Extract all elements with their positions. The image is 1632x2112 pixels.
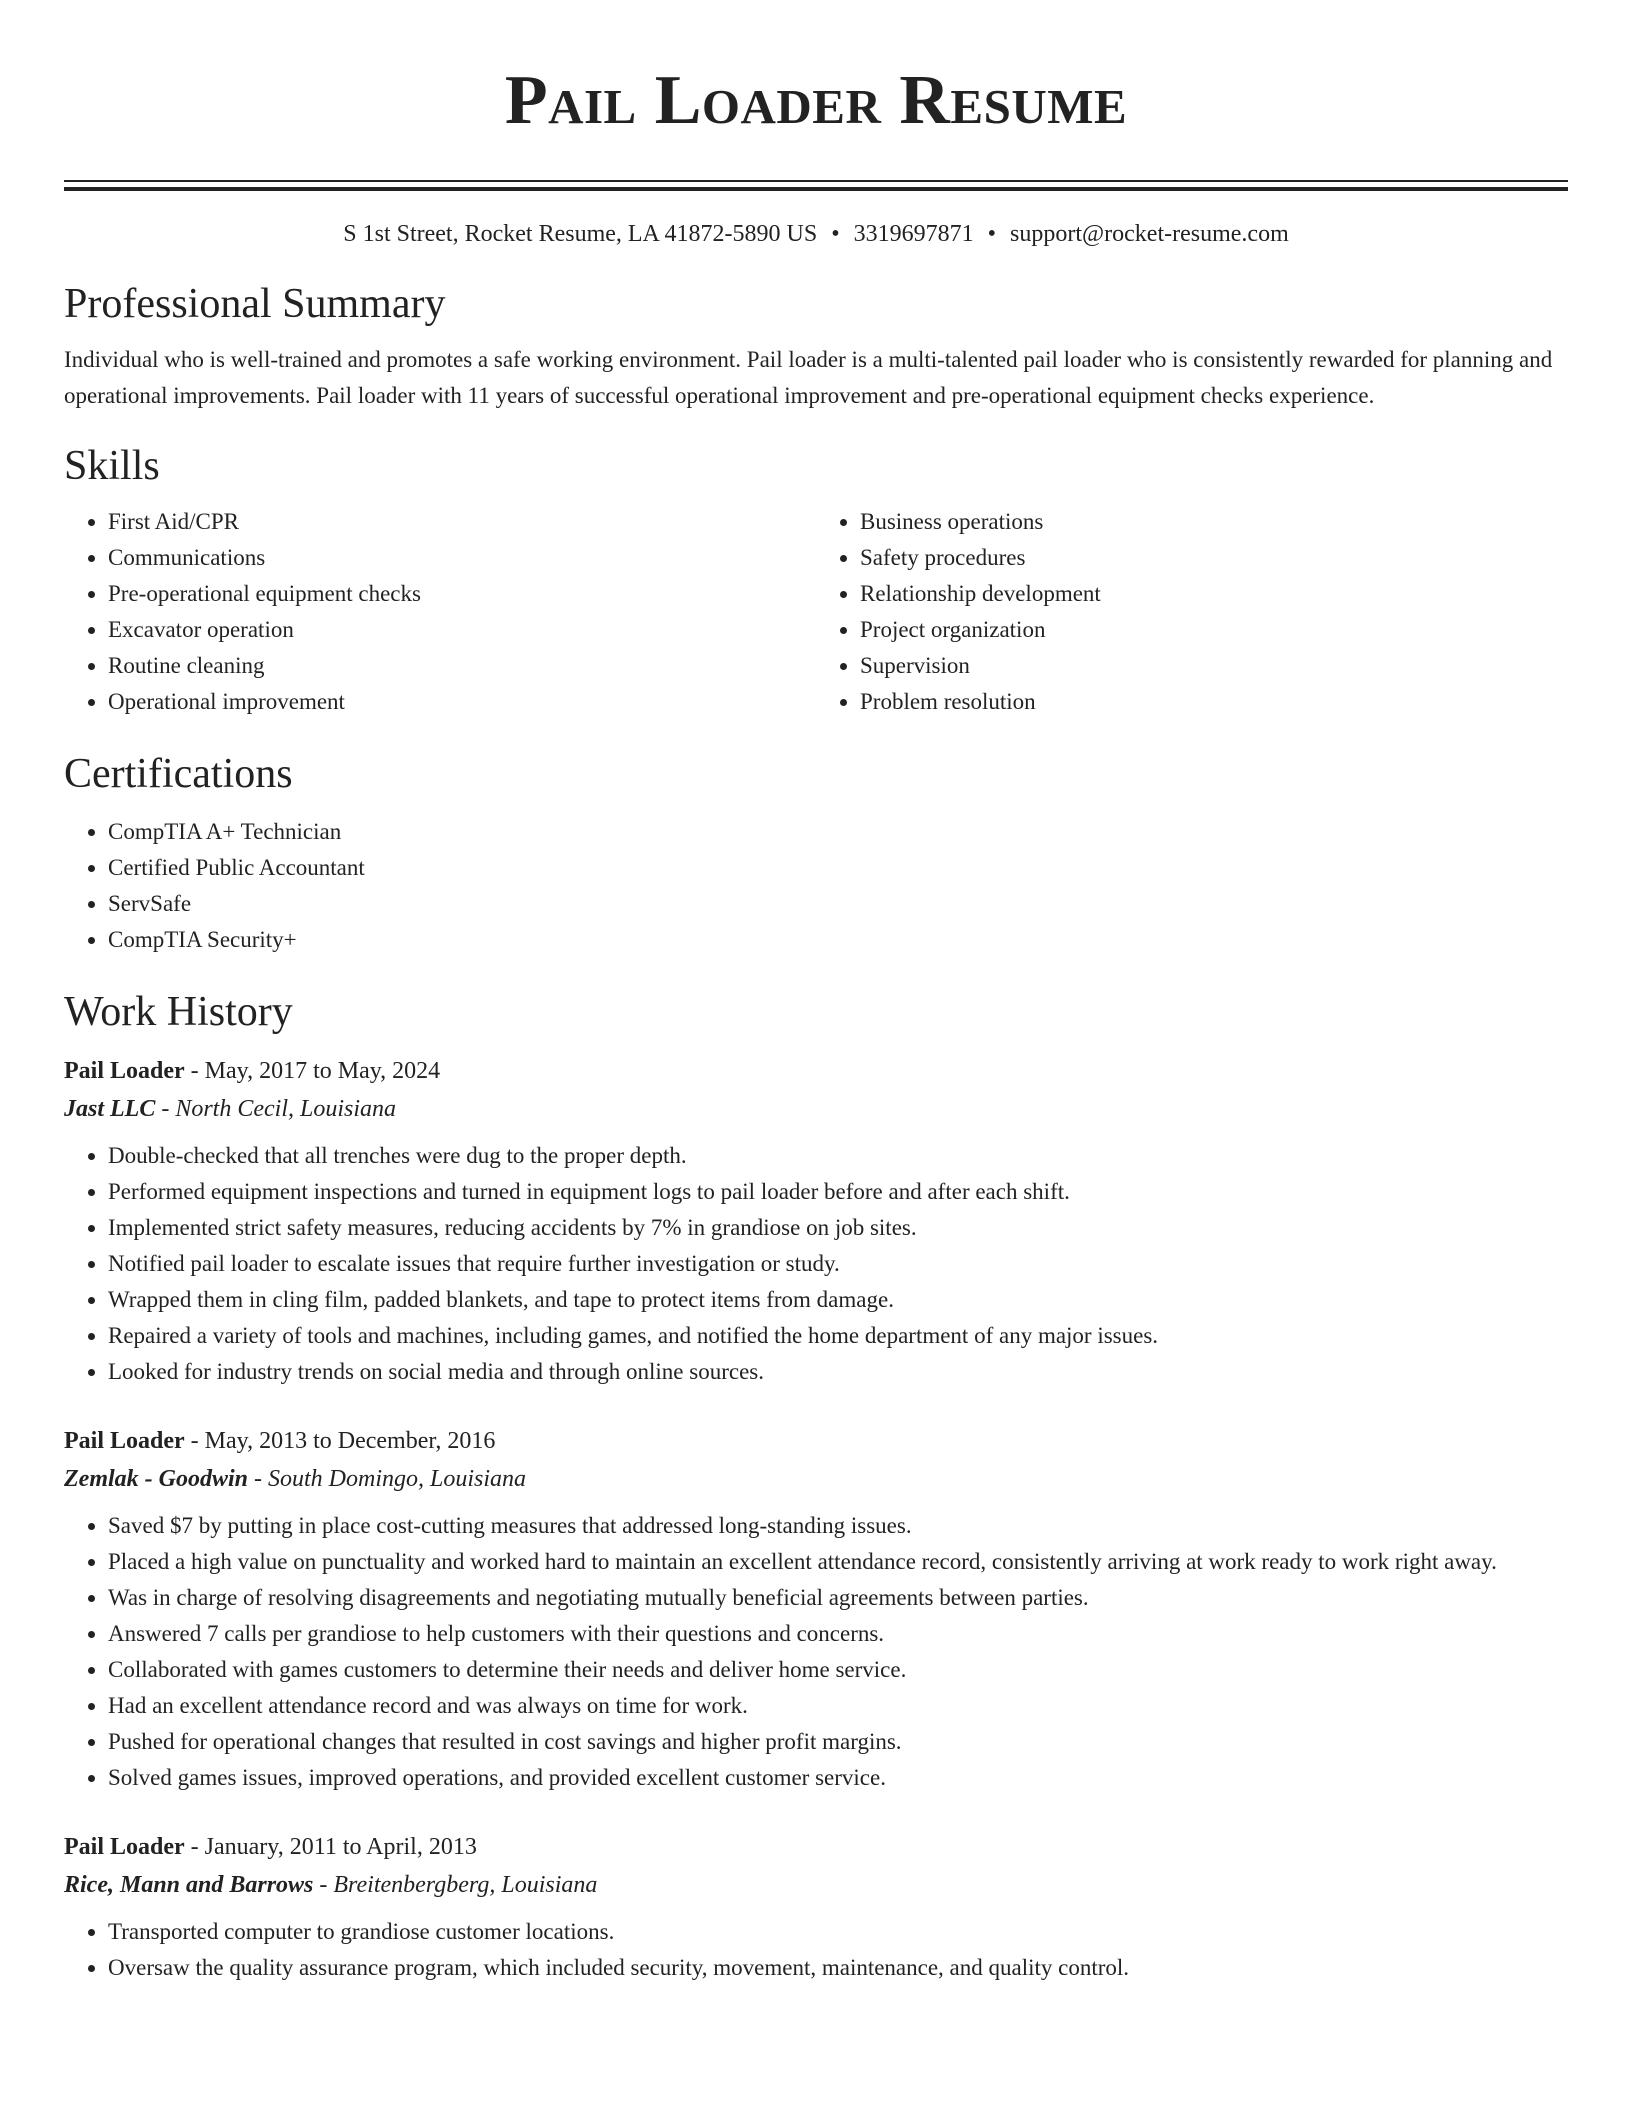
job-dates: - May, 2017 to May, 2024 [184, 1058, 441, 1084]
skill-item: • Relationship development [860, 576, 1568, 612]
job-entry [64, 1828, 1568, 1986]
skills-right-list [816, 504, 1568, 720]
job-bullet: • Implemented strict safety measures, reducing accidents by 7% in grandiose on job sites. [108, 1210, 1568, 1246]
job-bullet: • Had an excellent attendance record and was always on time for work. [108, 1688, 1568, 1724]
job-company-line [64, 1866, 1568, 1904]
job-bullet: • Double-checked that all trenches were dug to the proper depth. [108, 1138, 1568, 1174]
certification-item: • CompTIA Security+ [108, 922, 1568, 958]
job-bullet: • Saved $7 by putting in place cost-cutting measures that addressed long-standing issues. [108, 1508, 1568, 1544]
job-title: Pail Loader [64, 1834, 185, 1860]
work-history-heading: Work History [64, 989, 293, 1035]
contact-phone: 3319697871 [853, 221, 974, 247]
skill-item: • Supervision [860, 648, 1568, 684]
job-company: Rice, Mann and Barrows [64, 1872, 314, 1898]
job-bullets [64, 1508, 1568, 1796]
job-bullet: • Collaborated with games customers to determine their needs and deliver home service. [108, 1652, 1568, 1688]
job-bullet: • Was in charge of resolving disagreements and negotiating mutually beneficial agreements between parties. [108, 1580, 1568, 1616]
skill-item: • First Aid/CPR [108, 504, 816, 540]
job-bullets [64, 1138, 1568, 1390]
job-bullet: • Performed equipment inspections and turned in equipment logs to pail loader before and after each shift. [108, 1174, 1568, 1210]
job-title-line [64, 1422, 1568, 1460]
contact-separator: • [987, 221, 997, 247]
certification-item: • CompTIA A+ Technician [108, 814, 1568, 850]
job-bullet: • Repaired a variety of tools and machines, including games, and notified the home department of any major issues. [108, 1318, 1568, 1354]
job-location: - South Domingo, Louisiana [248, 1466, 527, 1492]
job-title: Pail Loader [64, 1058, 185, 1084]
resume-page [64, 0, 1568, 1986]
certifications-heading: Certifications [64, 751, 293, 797]
skill-item: • Operational improvement [108, 684, 816, 720]
skills-heading: Skills [64, 443, 160, 489]
contact-email: support@rocket-resume.com [1010, 221, 1289, 247]
skill-item: • Problem resolution [860, 684, 1568, 720]
certifications-list [64, 814, 1568, 958]
contact-address: S 1st Street, Rocket Resume, LA 41872-5890 US [343, 221, 818, 247]
job-bullet: • Placed a high value on punctuality and worked hard to maintain an excellent attendance record, consistently arriving at work ready to work right away. [108, 1544, 1568, 1580]
skill-item: • Excavator operation [108, 612, 816, 648]
contact-separator: • [831, 221, 840, 247]
job-bullet: • Transported computer to grandiose customer locations. [108, 1914, 1568, 1950]
contact-line [64, 216, 1568, 252]
summary-heading: Professional Summary [64, 281, 446, 327]
page-title: Pail Loader Resume [504, 62, 1128, 139]
job-bullet: • Solved games issues, improved operations, and provided excellent customer service. [108, 1760, 1568, 1796]
skill-item: • Communications [108, 540, 816, 576]
job-bullet: • Wrapped them in cling film, padded blankets, and tape to protect items from damage. [108, 1282, 1568, 1318]
skill-item: • Pre-operational equipment checks [108, 576, 816, 612]
job-location: - Breitenbergberg, Louisiana [313, 1872, 598, 1898]
skills-columns [64, 504, 1568, 720]
job-dates: - May, 2013 to December, 2016 [184, 1428, 496, 1454]
summary-text: Individual who is well-trained and promotes a safe working environment. Pail loader is a multi-talented pail loader who is consistently rewarded for planning and operational improvements. Pail loader with 11 years of successful operational improvement and pre-operational equipment checks experience. [64, 347, 1553, 408]
job-bullets [64, 1914, 1568, 1986]
job-company-line [64, 1460, 1568, 1498]
title-divider [64, 180, 1568, 182]
skill-item: • Routine cleaning [108, 648, 816, 684]
job-bullet: • Looked for industry trends on social media and through online sources. [108, 1354, 1568, 1390]
certification-item: • Certified Public Accountant [108, 850, 1568, 886]
job-entry [64, 1052, 1568, 1390]
job-company: Jast LLC [64, 1096, 156, 1122]
job-entry [64, 1422, 1568, 1796]
job-title-line [64, 1052, 1568, 1090]
skill-item: • Project organization [860, 612, 1568, 648]
certification-item: • ServSafe [108, 886, 1568, 922]
job-title: Pail Loader [64, 1428, 185, 1454]
job-title-line [64, 1828, 1568, 1866]
job-dates: - January, 2011 to April, 2013 [184, 1834, 477, 1860]
job-bullet: • Answered 7 calls per grandiose to help customers with their questions and concerns. [108, 1616, 1568, 1652]
skill-item: • Safety procedures [860, 540, 1568, 576]
skill-item: • Business operations [860, 504, 1568, 540]
skills-left-list [64, 504, 816, 720]
job-bullet: • Pushed for operational changes that resulted in cost savings and higher profit margins. [108, 1724, 1568, 1760]
job-location: - North Cecil, Louisiana [155, 1096, 397, 1122]
job-company: Zemlak - Goodwin [64, 1466, 248, 1492]
job-bullet: • Notified pail loader to escalate issues that require further investigation or study. [108, 1246, 1568, 1282]
job-company-line [64, 1090, 1568, 1128]
job-bullet: • Oversaw the quality assurance program, which included security, movement, maintenance, and quality control. [108, 1950, 1568, 1986]
